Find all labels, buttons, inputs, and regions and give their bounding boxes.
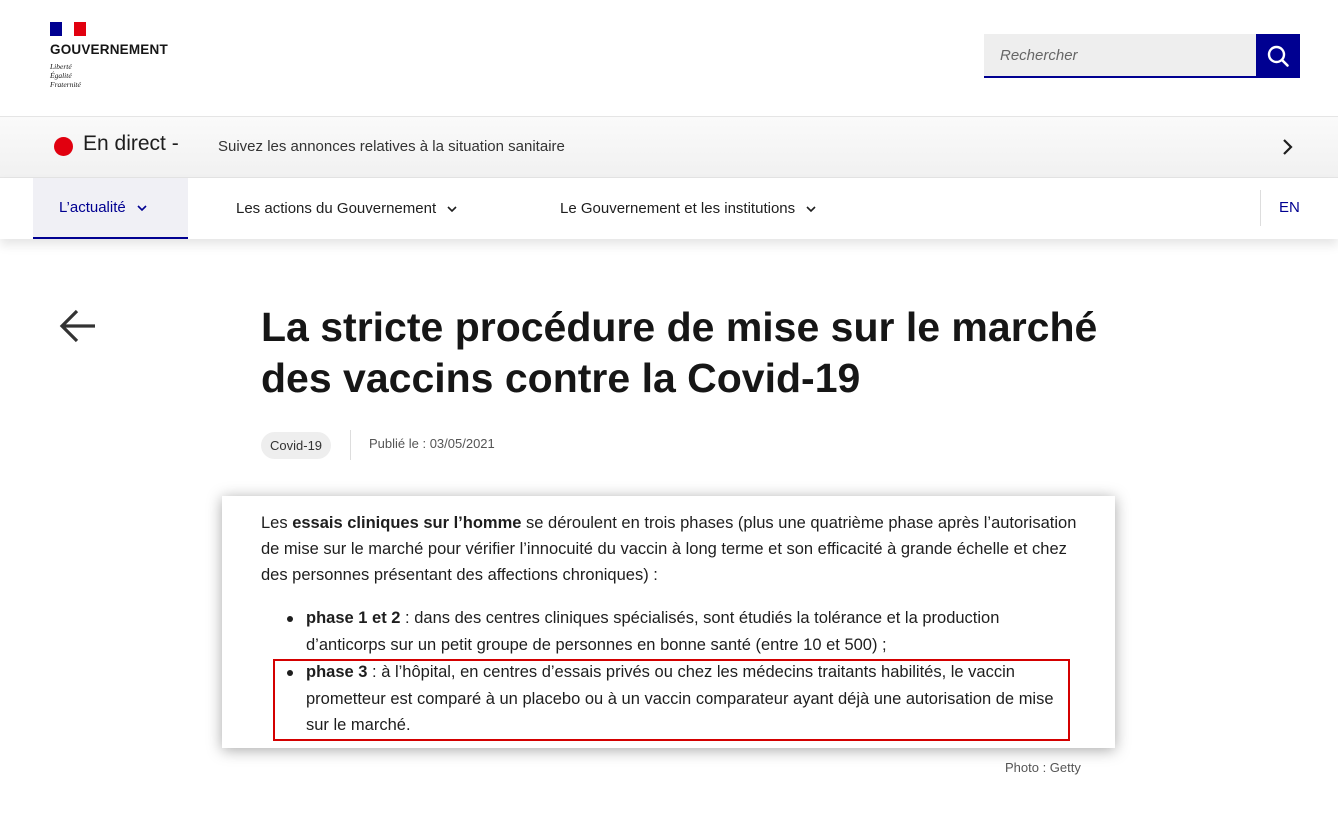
site-header: [0, 0, 1338, 116]
gov-motto: [50, 62, 180, 89]
motto-line: Égalité: [50, 71, 72, 80]
gov-name: GOUVERNEMENT: [50, 42, 168, 57]
phase-text: : à l’hôpital, en centres d’essais privés ou chez les médecins traitants habilités, le vaccin prometteur est comparé à un placebo ou à un vaccin comparateur ayant déjà une autorisation de mise sur le marché.: [306, 663, 1054, 734]
nav-item-institutions[interactable]: [560, 178, 817, 239]
chevron-down-icon: [136, 202, 148, 214]
intro-text-end: se déroulent en trois phases (plus une quatrième phase après l’autorisation de mise sur le marché pour vérifier l’innocuité du vaccin à long terme et son efficacité à grande échelle et chez des personnes présentant des affections chroniques) :: [261, 514, 1077, 584]
phase-text: : dans des centres cliniques spécialisés, sont étudiés la tolérance et la production d’anticorps sur un petit groupe de personnes en bonne santé (entre 10 et 500) ;: [306, 609, 1000, 654]
main-nav: [0, 178, 1338, 239]
chevron-right-icon[interactable]: [1278, 135, 1298, 159]
article-title: La stricte procédure de mise sur le marché des vaccins contre la Covid-19: [261, 304, 1098, 401]
live-banner[interactable]: [0, 116, 1338, 178]
excerpt-intro: [261, 510, 1081, 588]
phase-title: phase 1 et 2: [306, 609, 401, 627]
nav-divider: [1260, 190, 1261, 226]
phase-title: phase 3: [306, 663, 368, 681]
live-indicator-icon: [54, 137, 73, 156]
intro-bold: essais cliniques sur l’homme: [292, 514, 522, 532]
chevron-down-icon: [446, 203, 458, 215]
motto-line: Fraternité: [50, 80, 81, 89]
publish-date: Publié le : 03/05/2021: [369, 436, 495, 451]
government-logo[interactable]: [50, 22, 180, 94]
back-arrow-icon[interactable]: [58, 308, 98, 344]
search-input[interactable]: [984, 34, 1256, 78]
language-switch[interactable]: EN: [1279, 199, 1300, 216]
article-excerpt: [222, 496, 1115, 748]
live-text[interactable]: Suivez les annonces relatives à la situation sanitaire: [218, 138, 565, 155]
chevron-down-icon: [805, 203, 817, 215]
motto-line: Liberté: [50, 62, 72, 71]
nav-item-label: Le Gouvernement et les institutions: [560, 200, 796, 217]
topic-tag[interactable]: Covid-19: [261, 432, 331, 459]
meta-divider: [350, 430, 351, 460]
list-item: [285, 605, 1075, 658]
bullet-icon: [287, 616, 293, 622]
intro-text-start: Les: [261, 514, 293, 532]
live-label: En direct -: [83, 132, 179, 155]
highlight-box: [273, 659, 1070, 741]
search-bar: [984, 34, 1300, 78]
nav-item-actualite[interactable]: [33, 178, 188, 239]
nav-item-label: L’actualité: [59, 199, 126, 216]
nav-item-label: Les actions du Gouvernement: [236, 200, 437, 217]
nav-item-actions[interactable]: [236, 178, 458, 239]
search-button[interactable]: [1256, 34, 1300, 78]
search-icon: [1266, 44, 1290, 68]
flag-icon: [50, 22, 86, 36]
photo-credit: Photo : Getty: [1005, 760, 1081, 775]
